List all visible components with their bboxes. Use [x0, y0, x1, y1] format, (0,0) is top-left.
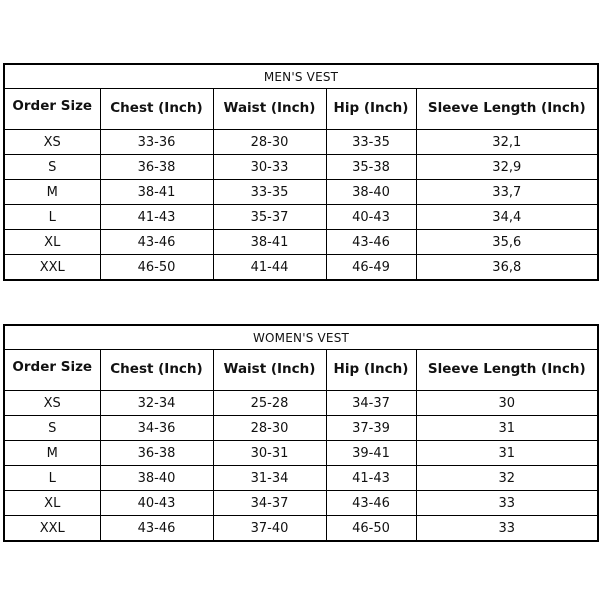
cell-hip: 40-43	[326, 205, 416, 230]
cell-chest: 43-46	[100, 516, 213, 542]
table-title: MEN'S VEST	[4, 64, 598, 89]
cell-hip: 39-41	[326, 441, 416, 466]
cell-waist: 31-34	[213, 466, 326, 491]
cell-waist: 33-35	[213, 180, 326, 205]
cell-sleeve-length: 32,9	[416, 155, 598, 180]
cell-chest: 34-36	[100, 416, 213, 441]
cell-chest: 38-40	[100, 466, 213, 491]
header-sleeve-length: Sleeve Length (Inch)	[416, 350, 598, 391]
cell-size: M	[4, 180, 100, 205]
cell-size: M	[4, 441, 100, 466]
cell-waist: 35-37	[213, 205, 326, 230]
header-chest: Chest (Inch)	[100, 350, 213, 391]
table-title: WOMEN'S VEST	[4, 325, 598, 350]
cell-sleeve-length: 34,4	[416, 205, 598, 230]
table-row	[4, 491, 598, 516]
table-row	[4, 516, 598, 542]
cell-hip: 37-39	[326, 416, 416, 441]
table-row	[4, 180, 598, 205]
cell-waist: 25-28	[213, 391, 326, 416]
cell-size: XXL	[4, 255, 100, 281]
cell-sleeve-length: 32,1	[416, 130, 598, 155]
cell-sleeve-length: 32	[416, 466, 598, 491]
cell-chest: 33-36	[100, 130, 213, 155]
cell-hip: 38-40	[326, 180, 416, 205]
cell-size: S	[4, 155, 100, 180]
cell-size: XS	[4, 130, 100, 155]
cell-sleeve-length: 36,8	[416, 255, 598, 281]
cell-sleeve-length: 31	[416, 416, 598, 441]
cell-chest: 32-34	[100, 391, 213, 416]
cell-size: L	[4, 205, 100, 230]
cell-waist: 28-30	[213, 130, 326, 155]
header-waist: Waist (Inch)	[213, 350, 326, 391]
cell-hip: 43-46	[326, 491, 416, 516]
header-sleeve-length: Sleeve Length (Inch)	[416, 89, 598, 130]
cell-hip: 43-46	[326, 230, 416, 255]
cell-size: XL	[4, 491, 100, 516]
cell-chest: 46-50	[100, 255, 213, 281]
cell-hip: 41-43	[326, 466, 416, 491]
cell-waist: 34-37	[213, 491, 326, 516]
cell-chest: 41-43	[100, 205, 213, 230]
cell-size: S	[4, 416, 100, 441]
womens-vest-size-table	[3, 324, 599, 542]
cell-chest: 38-41	[100, 180, 213, 205]
cell-hip: 33-35	[326, 130, 416, 155]
cell-sleeve-length: 35,6	[416, 230, 598, 255]
table-header-row	[4, 89, 598, 130]
cell-size: XS	[4, 391, 100, 416]
cell-size: XL	[4, 230, 100, 255]
cell-chest: 40-43	[100, 491, 213, 516]
cell-sleeve-length: 33	[416, 491, 598, 516]
cell-sleeve-length: 33	[416, 516, 598, 542]
header-chest: Chest (Inch)	[100, 89, 213, 130]
header-hip: Hip (Inch)	[326, 89, 416, 130]
table-title-row	[4, 325, 598, 350]
header-hip: Hip (Inch)	[326, 350, 416, 391]
table-row	[4, 391, 598, 416]
cell-waist: 28-30	[213, 416, 326, 441]
table-title-row	[4, 64, 598, 89]
mens-vest-size-table	[3, 63, 599, 281]
cell-waist: 37-40	[213, 516, 326, 542]
table-row	[4, 130, 598, 155]
table-row	[4, 255, 598, 281]
cell-size: L	[4, 466, 100, 491]
table-row	[4, 205, 598, 230]
cell-size: XXL	[4, 516, 100, 542]
table-row	[4, 466, 598, 491]
table-header-row	[4, 350, 598, 391]
table-row	[4, 155, 598, 180]
table-row	[4, 416, 598, 441]
cell-hip: 35-38	[326, 155, 416, 180]
header-order-size: Order Size	[4, 89, 100, 130]
cell-waist: 41-44	[213, 255, 326, 281]
cell-hip: 34-37	[326, 391, 416, 416]
cell-sleeve-length: 33,7	[416, 180, 598, 205]
cell-waist: 30-31	[213, 441, 326, 466]
cell-hip: 46-50	[326, 516, 416, 542]
table-row	[4, 441, 598, 466]
cell-chest: 43-46	[100, 230, 213, 255]
cell-sleeve-length: 31	[416, 441, 598, 466]
cell-hip: 46-49	[326, 255, 416, 281]
header-waist: Waist (Inch)	[213, 89, 326, 130]
header-order-size: Order Size	[4, 350, 100, 391]
cell-sleeve-length: 30	[416, 391, 598, 416]
cell-waist: 38-41	[213, 230, 326, 255]
table-row	[4, 230, 598, 255]
cell-chest: 36-38	[100, 155, 213, 180]
cell-chest: 36-38	[100, 441, 213, 466]
cell-waist: 30-33	[213, 155, 326, 180]
